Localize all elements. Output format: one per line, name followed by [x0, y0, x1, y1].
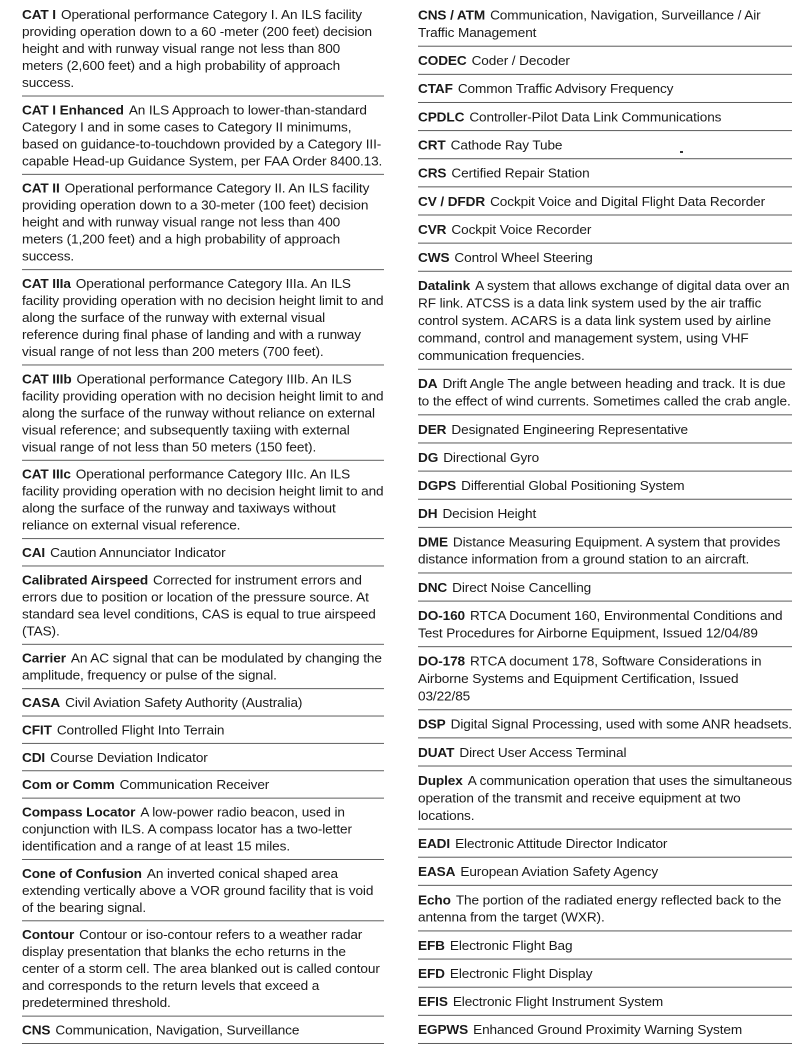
glossary-term: EADI: [418, 836, 451, 851]
glossary-definition: A system that allows exchange of digital data over an RF link. ATCSS is a data link system used by the air traffic control system. ACARS is a data link system used by airline command, control and management system, using VHF communication frequencies.: [418, 278, 790, 363]
glossary-term: CWS: [418, 250, 450, 265]
glossary-term: CAI: [22, 545, 46, 560]
glossary-term: CAT II: [22, 181, 60, 196]
glossary-term: Contour: [22, 927, 75, 943]
glossary-term: DSP: [418, 717, 446, 732]
glossary-entry-crs: [418, 162, 792, 187]
glossary-entry-dgps: [418, 474, 792, 499]
glossary-definition: Electronic Attitude Director Indicator: [455, 836, 668, 851]
glossary-entry-codec: [418, 50, 792, 75]
glossary-entry-do-178: [418, 650, 792, 710]
glossary-entry-echo: [418, 889, 792, 932]
glossary-definition: Operational performance Category I. An ILS facility providing operation down to a 60 -meter (200 feet) decision height and with runway visual range not less than 800 meters (2,600 feet) and a high probability of approach success.: [22, 7, 373, 90]
glossary-definition: Course Deviation Indicator: [50, 750, 208, 765]
glossary-entry-cv-dfdr: [418, 190, 792, 215]
glossary-definition: RTCA document 178, Software Considerations in Airborne Systems and Equipment Certification, Issued 03/22/85: [418, 653, 762, 704]
glossary-entry-cns-atm: [418, 4, 792, 47]
glossary-term: EFIS: [418, 994, 448, 1010]
glossary-entry-cone-of-confusion: [22, 863, 384, 922]
glossary-term: CRT: [418, 137, 446, 153]
glossary-entry-efd: [418, 962, 792, 987]
glossary-term: CDI: [22, 750, 46, 765]
glossary-term: DER: [418, 422, 447, 437]
glossary-entry-dg: [418, 446, 792, 471]
glossary-term: DNC: [418, 580, 448, 595]
glossary-entry-dsp: [418, 713, 792, 738]
glossary-term: CNS / ATM: [418, 7, 486, 23]
glossary-entry-cfit: [22, 719, 384, 744]
glossary-definition: Civil Aviation Safety Authority (Australia): [65, 695, 303, 710]
glossary-term: DGPS: [418, 478, 457, 493]
glossary-term: DME: [418, 534, 448, 550]
glossary-definition: Operational performance Category IIIb. An ILS facility providing operation with no decision height limit to and along the surface of the runway without reliance on external visual reference; and subsequently taxiing with external visual range of not less than 50 meters (150 feet).: [22, 372, 384, 455]
glossary-definition: Operational performance Category IIIa. An ILS facility providing operation with no decision height limit to and along the surface of the runway with external visual reference during final phase of landing and with a runway visual range of not less than 200 meters (700 feet).: [22, 276, 384, 359]
glossary-term: EFB: [418, 938, 445, 953]
glossary-entry-contour: [22, 924, 384, 1016]
glossary-definition: Contour or iso-contour refers to a weather radar display presentation that blanks the echo returns in the center of a storm cell. The area blanked out is called contour and corresponds to the return levels that exceed a predetermined threshold.: [22, 927, 380, 1010]
glossary-definition: Cockpit Voice and Digital Flight Data Recorder: [490, 194, 766, 209]
glossary-entry-casa: [22, 692, 384, 717]
glossary-term: CTAF: [418, 81, 453, 97]
glossary-definition: A communication operation that uses the simultaneous operation of the transmit and receive equipment at two locations.: [418, 773, 792, 823]
glossary-term: CRS: [418, 166, 447, 181]
glossary-term: DO-160: [418, 608, 465, 623]
glossary-entry-dme: [418, 531, 792, 574]
glossary-definition: Digital Signal Processing, used with some ANR headsets.: [450, 717, 792, 732]
glossary-term: CODEC: [418, 53, 467, 69]
glossary-column-right: [418, 4, 792, 1038]
glossary-column-left: [22, 4, 384, 1038]
glossary-term: Datalink: [418, 278, 471, 294]
glossary-definition: Designated Engineering Representative: [451, 422, 689, 437]
glossary-term: CFIT: [22, 723, 52, 738]
glossary-entry-eadi: [418, 832, 792, 857]
glossary-definition: Cockpit Voice Recorder: [451, 222, 592, 237]
glossary-term: DUAT: [418, 745, 455, 760]
glossary-definition: Electronic Flight Display: [449, 966, 593, 981]
glossary-entry-crt: [418, 134, 792, 159]
glossary-definition: Decision Height: [442, 506, 537, 522]
glossary-entry-cat-ii: [22, 178, 384, 270]
glossary-term: Calibrated Airspeed: [22, 573, 149, 588]
glossary-entry-cat-iiia: [22, 273, 384, 365]
glossary-definition: Operational performance Category IIIc. An ILS facility providing operation with no decision height limit to and along the surface of the runway and taxiways without reliance on external visual reference.: [22, 467, 384, 533]
glossary-definition: Corrected for instrument errors and errors due to position or location of the pressure source. At standard sea level conditions, CAS is equal to true airspeed (TAS).: [22, 573, 376, 639]
glossary-term: CAT I: [22, 7, 56, 22]
glossary-entry-efis: [418, 991, 792, 1016]
glossary-definition: The portion of the radiated energy reflected back to the antenna from the target (WXR).: [418, 892, 782, 925]
glossary-definition: An inverted conical shaped area extending vertically above a VOR ground facility that is void of the bearing signal.: [22, 866, 374, 915]
glossary-term: EASA: [418, 864, 456, 880]
glossary-entry-cat-i-enhanced: [22, 99, 384, 174]
glossary-definition: Control Wheel Steering: [454, 250, 593, 265]
glossary-definition: Communication, Navigation, Surveillance / Air Traffic Management: [418, 7, 761, 40]
glossary-definition: Certified Repair Station: [451, 166, 590, 181]
glossary-entry-cat-iiic: [22, 464, 384, 539]
glossary-entry-cat-iiib: [22, 368, 384, 460]
glossary-definition: Caution Annunciator Indicator: [50, 545, 226, 560]
glossary-entry-datalink: [418, 275, 792, 370]
glossary-term: CAT IIIc: [22, 467, 71, 482]
glossary-definition: Communication, Navigation, Surveillance: [55, 1023, 300, 1038]
glossary-definition: Controlled Flight Into Terrain: [56, 723, 225, 738]
glossary-entry-cai: [22, 542, 384, 567]
glossary-definition: Controller-Pilot Data Link Communications: [469, 109, 722, 125]
glossary-term: CASA: [22, 695, 61, 710]
glossary-term: CNS: [22, 1023, 51, 1038]
glossary-entry-da: [418, 373, 792, 416]
glossary-definition: Enhanced Ground Proximity Warning System: [473, 1022, 743, 1038]
glossary-term: Cone of Confusion: [22, 866, 142, 881]
glossary-term: CAT IIIa: [22, 276, 71, 291]
glossary-definition: Direct User Access Terminal: [459, 745, 627, 760]
glossary-definition: Common Traffic Advisory Frequency: [457, 81, 674, 97]
glossary-definition: Communication Receiver: [119, 777, 270, 792]
glossary-entry-dnc: [418, 576, 792, 601]
glossary-entry-do-160: [418, 604, 792, 647]
print-speck: [680, 151, 683, 153]
glossary-term: Carrier: [22, 651, 66, 666]
glossary-term: Echo: [418, 892, 451, 908]
glossary-entry-efb: [418, 934, 792, 959]
glossary-definition: Operational performance Category II. An ILS facility providing operation down to a 30-meter (100 feet) decision height and with runway visual range not less than 400 meters (1,200 feet) and a high probability of approach success.: [22, 181, 370, 264]
glossary-term: Compass Locator: [22, 805, 136, 820]
glossary-entry-compass-locator: [22, 801, 384, 860]
glossary-definition: An AC signal that can be modulated by changing the amplitude, frequency or pulse of the signal.: [22, 651, 382, 683]
glossary-term: CPDLC: [418, 109, 465, 125]
glossary-term: EGPWS: [418, 1022, 469, 1038]
glossary-definition: Cathode Ray Tube: [450, 137, 563, 153]
glossary-definition: Differential Global Positioning System: [461, 478, 685, 493]
glossary-entry-ctaf: [418, 78, 792, 103]
glossary-definition: An ILS Approach to lower-than-standard Category I and in some cases to Category II minimums, based on guidance-to-touchdown provided by a Category III-capable Head-up Guidance System, per FAA Order 8400.13.: [22, 103, 383, 169]
glossary-entry-cat-i: [22, 4, 384, 96]
glossary-entry-easa: [418, 861, 792, 886]
glossary-term: DO-178: [418, 653, 465, 669]
glossary-entry-carrier: [22, 648, 384, 690]
glossary-definition: Distance Measuring Equipment. A system that provides distance information from a ground station to an aircraft.: [418, 534, 781, 567]
glossary-definition: Directional Gyro: [443, 450, 540, 465]
glossary-entry-duplex: [418, 769, 792, 829]
glossary-term: DH: [418, 506, 438, 522]
glossary-entry-duat: [418, 741, 792, 766]
glossary-term: Com or Comm: [22, 777, 115, 792]
glossary-term: CAT IIIb: [22, 372, 72, 387]
glossary-entry-egpws: [418, 1019, 792, 1044]
glossary-entry-com-or-comm: [22, 774, 384, 799]
glossary-entry-cns: [22, 1019, 384, 1044]
glossary-entry-cvr: [418, 218, 792, 243]
glossary-term: CVR: [418, 222, 447, 237]
glossary-entry-cdi: [22, 747, 384, 772]
glossary-definition: Coder / Decoder: [471, 53, 570, 69]
glossary-term: Duplex: [418, 773, 463, 788]
glossary-definition: Electronic Flight Instrument System: [452, 994, 664, 1010]
glossary-entry-cpdlc: [418, 106, 792, 131]
glossary-entry-cws: [418, 247, 792, 272]
glossary-entry-calibrated-airspeed: [22, 569, 384, 644]
glossary-definition: Direct Noise Cancelling: [452, 580, 592, 595]
glossary-term: DA: [418, 376, 438, 392]
glossary-entry-dh: [418, 503, 792, 528]
glossary-definition: RTCA Document 160, Environmental Conditions and Test Procedures for Airborne Equipment, Issued 12/04/89: [418, 608, 783, 641]
glossary-term: CV / DFDR: [418, 194, 486, 209]
glossary-definition: Drift Angle The angle between heading and track. It is due to the effect of wind currents. Sometimes called the crab angle.: [418, 376, 791, 409]
glossary-term: EFD: [418, 966, 445, 981]
glossary-definition: European Aviation Safety Agency: [460, 864, 659, 880]
glossary-definition: A low-power radio beacon, used in conjunction with ILS. A compass locator has a two-letter identification and a range of at least 15 miles.: [22, 805, 352, 854]
glossary-entry-der: [418, 418, 792, 443]
glossary-term: DG: [418, 450, 439, 465]
glossary-term: CAT I Enhanced: [22, 103, 124, 118]
glossary-definition: Electronic Flight Bag: [449, 938, 573, 953]
